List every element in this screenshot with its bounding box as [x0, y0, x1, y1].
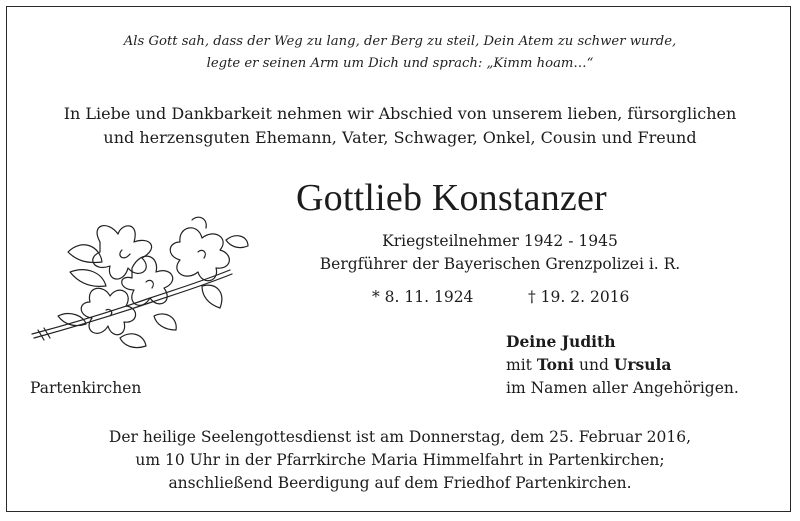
- mourner-with: mit: [506, 356, 537, 374]
- mourner-name-a: Toni: [536, 355, 575, 374]
- death-date: † 19. 2. 2016: [528, 288, 630, 306]
- quote-line-1: Als Gott sah, dass der Weg zu lang, der Berg zu steil, Dein Atem zu schwer wurde,: [123, 34, 677, 49]
- intro-line-1: In Liebe und Dankbarkeit nehmen wir Abschied von unserem lieben, fürsorglichen: [63, 104, 737, 123]
- service-line-3: anschließend Beerdigung auf dem Friedhof Partenkirchen.: [168, 474, 632, 492]
- mourner-and: und: [574, 356, 614, 374]
- flower-sketch-icon: [30, 212, 260, 360]
- service-line-2: um 10 Uhr in der Pfarrkirche Maria Himmelfahrt in Partenkirchen;: [135, 451, 665, 469]
- mourner-children: [506, 354, 671, 376]
- mourner-name-b: Ursula: [613, 355, 672, 374]
- mourner-primary: Deine Judith: [506, 332, 616, 351]
- birth-date: * 8. 11. 1924: [372, 288, 474, 306]
- service-line-1: Der heilige Seelengottesdienst ist am Donnerstag, dem 25. Februar 2016,: [108, 428, 692, 446]
- place-name: Partenkirchen: [30, 379, 142, 397]
- deceased-name: Gottlieb Konstanzer: [296, 177, 607, 219]
- quote-line-2: legte er seinen Arm um Dich und sprach: „Kimm hoam…“: [206, 56, 594, 71]
- intro-line-2: und herzensguten Ehemann, Vater, Schwager, Onkel, Cousin und Freund: [103, 128, 697, 147]
- deceased-role-2: Bergführer der Bayerischen Grenzpolizei i. R.: [319, 255, 681, 273]
- mourner-family: im Namen aller Angehörigen.: [506, 379, 739, 397]
- deceased-role-1: Kriegsteilnehmer 1942 - 1945: [382, 232, 618, 250]
